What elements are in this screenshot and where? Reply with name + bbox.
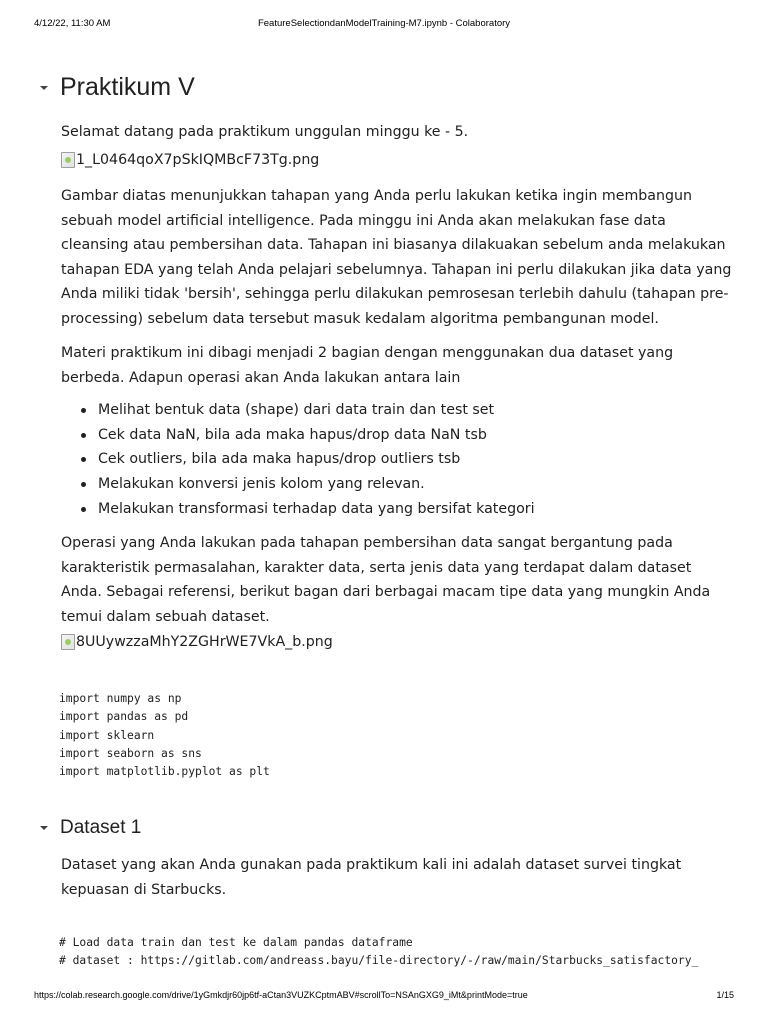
list-item: Melakukan transformasi terhadap data yang bersifat kategori — [98, 497, 732, 522]
paragraph-materials: Materi praktikum ini dibagi menjadi 2 bagian dengan menggunakan dua dataset yang berbeda. Adapun operasi akan Anda lakukan antara lain — [61, 345, 674, 386]
section-heading-praktikum — [33, 73, 195, 102]
image-placeholder — [61, 634, 333, 650]
section-title: Praktikum V — [60, 73, 195, 101]
paragraph-dataset: Dataset yang akan Anda gunakan pada praktikum kali ini adalah dataset survei tingkat kepuasan di Starbucks. — [61, 857, 682, 898]
list-item: Melakukan konversi jenis kolom yang relevan. — [98, 472, 732, 497]
list-item: Cek outliers, bila ada maka hapus/drop outliers tsb — [98, 447, 732, 472]
print-datetime: 4/12/22, 11:30 AM — [34, 18, 111, 29]
caret-down-icon[interactable] — [33, 77, 55, 99]
intro-text: Selamat datang pada praktikum unggulan minggu ke - 5. — [61, 124, 469, 140]
print-document-title: FeatureSelectiondanModelTraining-M7.ipynb - Colaboratory — [257, 18, 511, 29]
paragraph-description: Gambar diatas menunjukkan tahapan yang Anda perlu lakukan ketika ingin membangun sebuah model artificial intelligence. Pada minggu ini Anda akan melakukan fase data cleansing atau pembersihan data. Tahapan ini biasanya dilakuakan sebelum anda melakukan tahapan EDA yang telah Anda pelajari sebelumnya. Tahapan ini perlu dilakukan jika data yang Anda miliki tidak 'bersih', sehingga perlu dilakukan pemrosesan terlebih dahulu (tahapan pre-processing) sebelum data tersebut masuk kedalam algoritma pembangunan model. — [61, 188, 732, 327]
print-url: https://colab.research.google.com/drive/1yGmkdjr60jp6tf-aCtan3VUZKCptmABV#scrollTo=NSAnGXG9_iMt&printMode=true — [34, 990, 528, 1000]
section-heading-dataset — [33, 817, 141, 839]
image-alt-text: 8UUywzzaMhY2ZGHrWE7VkA_b.png — [76, 634, 333, 650]
list-item: Cek data NaN, bila ada maka hapus/drop data NaN tsb — [98, 423, 732, 448]
print-footer — [34, 990, 734, 1004]
image-alt-text: 1_L0464qoX7pSkIQMBcF73Tg.png — [76, 152, 320, 168]
list-item: Melihat bentuk data (shape) dari data train dan test set — [98, 398, 732, 423]
image-placeholder — [61, 152, 319, 168]
section-title: Dataset 1 — [60, 817, 142, 838]
paragraph-reference: Operasi yang Anda lakukan pada tahapan pembersihan data sangat bergantung pada karakteristik permasalahan, karakter data, serta jenis data yang terdapat dalam dataset Anda. Sebagai referensi, berikut bagan dari berbagai macam tipe data yang mungkin Anda temui dalam sebuah dataset. — [61, 535, 711, 625]
code-cell-load-data[interactable]: # Load data train dan test ke dalam pandas dataframe # dataset : https://gitlab.com/andreass.bayu/file-directory/-/raw/main/Starbucks_satisfactory_ — [59, 936, 699, 968]
broken-image-icon — [61, 152, 75, 168]
print-header — [34, 18, 734, 32]
page-number: 1/15 — [716, 990, 734, 1000]
code-cell-imports[interactable]: import numpy as np import pandas as pd import sklearn import seaborn as sns import matplotlib.pyplot as plt — [59, 692, 270, 779]
operations-list — [98, 398, 732, 522]
broken-image-icon — [61, 634, 75, 650]
caret-down-icon[interactable] — [33, 817, 55, 839]
